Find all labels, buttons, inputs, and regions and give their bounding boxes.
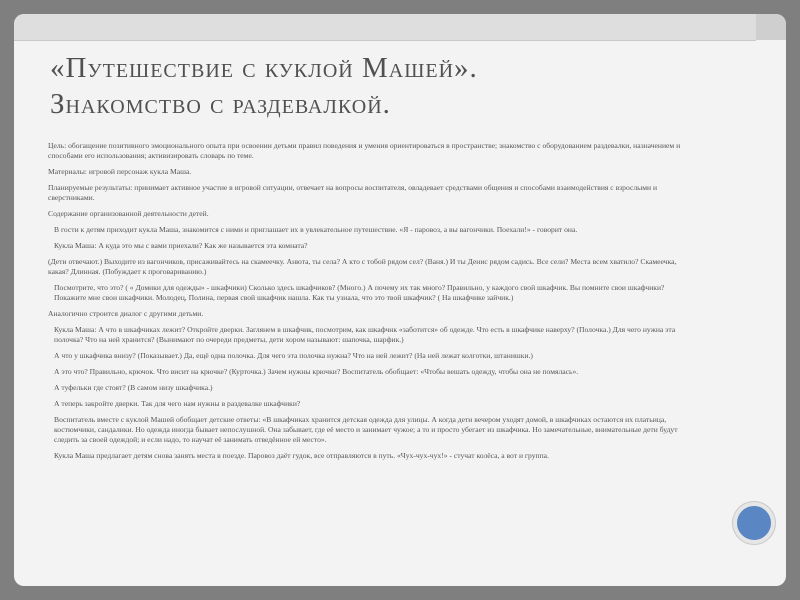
slide-corner-accent (756, 14, 786, 40)
slide (14, 14, 786, 586)
body-paragraph: А теперь закройте дверки. Так для чего нам нужны в раздевалке шкафчики? (54, 399, 301, 408)
body-paragraph: В гости к детям приходит кукла Маша, знакомится с ними и приглашает их в увлекательное путешествие. «Я - паровоз, а вы вагончики. Поехали!» - говорит она. (54, 225, 578, 234)
body-paragraph: Воспитатель вместе с куклой Машей обобщает детские ответы: «В шкафчиках хранится детская одежда для улицы. А когда дети вечером уходят домой, в шкафчиках остаются их платьица, костюмчики, сандалики. Но одежда иногда бывает непослушной. Она забывает, где её место и занимает чужое; а то и просто убегает из шкафчика. Но замечательные, внимательные дети будут следить за своей одеждой; и если надо, то научат её занимать отведённое ей место». (54, 415, 678, 444)
body-paragraph: А это что? Правильно, крючок. Что висит на крючке? (Курточка.) Зачем нужны крючки? Воспитатель обобщает: «Чтобы вешать одежду, чтобы она не помялась». (54, 367, 579, 376)
materials-paragraph: Материалы: игровой персонаж кукла Маша. (48, 167, 192, 176)
slide-top-banner (14, 14, 756, 41)
body-paragraph: А туфельки где стоят? (В самом низу шкафчика.) (54, 383, 213, 392)
body-paragraph: (Дети отвечают.) Выходите из вагончиков, присаживайтесь на скамеечку. Анюта, ты села? А кто с тобой рядом сел? (Ваня.) И ты Денис рядом садись. Все сели? Места всем хватило? Скамеечка, какая? Длинная. (Побуждает к проговариванию.) (48, 257, 677, 276)
slide-title-line-2: Знакомство с раздевалкой. (50, 88, 391, 120)
goal-paragraph: Цель: обогащение позитивного эмоционального опыта при освоении детьми правил поведения и умения ориентироваться в пространстве; знакомство с оборудованием раздевалки, назначением и способами его использования; активизировать словарь по теме. (48, 141, 681, 160)
content-heading-paragraph: Содержание организованной деятельности детей. (48, 209, 209, 218)
body-paragraph: Кукла Маша: А куда это мы с вами приехали? Как же называется эта комната? (54, 241, 308, 250)
decorative-circle (733, 502, 775, 544)
body-paragraph: А что у шкафчика внизу? (Показывает.) Да, ещё одна полочка. Для чего эта полочка нужна? Что на ней лежит? (На ней лежат колготки, штанишки.) (54, 351, 533, 360)
body-paragraph: Кукла Маша: А что в шкафчиках лежит? Откройте дверки. Заглянем в шкафчик, посмотрим, как шкафчик «заботится» об одежде. Что есть в шкафчике наверху? (Полочка.) Для чего нужна эта полочка? Что на ней хранится? (Вынимают по очереди предметы, дети хором называют: шапочка, шарфик.) (54, 325, 676, 344)
planned-results-paragraph: Планируемые результаты: принимает активное участие в игровой ситуации, отвечает на вопросы воспитателя, овладевает средствами общения и способами взаимодействия с взрослыми и сверстниками. (48, 183, 658, 202)
slide-title (50, 50, 740, 122)
slide-body-text (48, 141, 698, 467)
body-paragraph: Аналогично строится диалог с другими детьми. (48, 309, 204, 318)
body-paragraph: Посмотрите, что это? ( « Домики для одежды» - шкафчики) Сколько здесь шкафчиков? (Много.) А почему их так много? Правильно, у каждого свой шкафчик. Вы помните свои шкафчики? Покажите мне свои шкафчики. Молодец, Полина, первая свой шкафчик нашла. Как ты узнала, что это твой шкафчик? ( На шкафчике зайчик.) (54, 283, 665, 302)
slide-title-line-1: «Путешествие с куклой Машей». (50, 52, 478, 84)
body-paragraph: Кукла Маша предлагает детям снова занять места в поезде. Паровоз даёт гудок, все отправляются в путь. «Чух-чух-чух!» - стучат колёса, а вот и группа. (54, 451, 549, 460)
